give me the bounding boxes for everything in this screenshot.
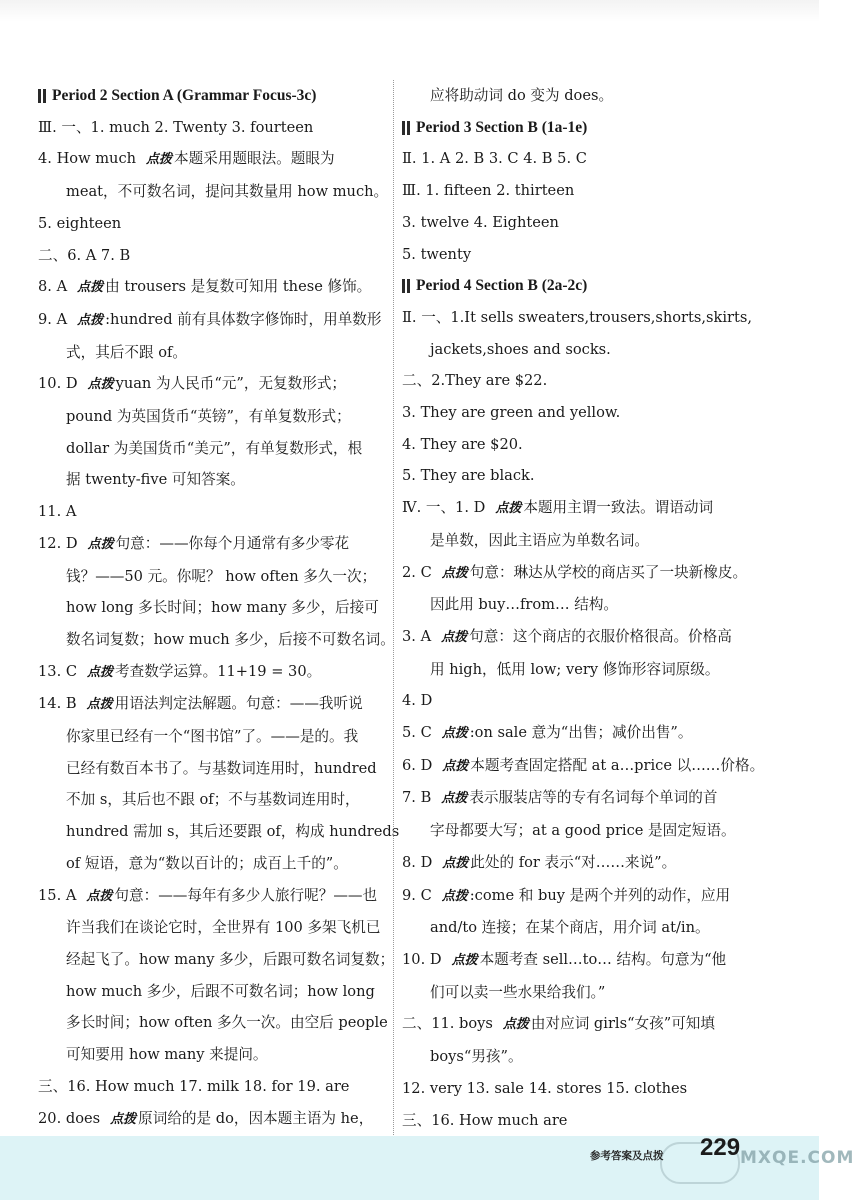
- answer-line: 字母都要大写；at a good price 是固定短语。: [430, 822, 736, 840]
- tip-label: 点拨: [110, 1111, 137, 1127]
- answer-line: 5. twenty: [402, 245, 472, 263]
- section-header-period-2: [38, 80, 386, 112]
- answer-line: 2. C 点拨 句意：琳达从学校的商店买了一块新橡皮。: [402, 563, 748, 581]
- answer-line: 二、2.They are $22.: [402, 372, 548, 390]
- section-title: Period 2 Section A (Grammar Focus-3c): [52, 87, 317, 104]
- answer-line: of 短语，意为“数以百计的；成百上千的”。: [66, 854, 348, 872]
- header-marker-icon: [407, 121, 410, 135]
- answer-line: 12. D 点拨 句意：——你每个月通常有多少零花: [38, 534, 350, 552]
- header-marker-icon: [402, 121, 405, 135]
- section-title: Period 3 Section B (1a-1e): [416, 118, 588, 136]
- answer-line: 20. does 点拨 原词给的是 do，因本题主语为 he，: [38, 1109, 374, 1127]
- answer-line: 4. They are $20.: [402, 435, 523, 453]
- answer-line: 9. C 点拨 :come 和 buy 是两个并列的动作，应用: [402, 886, 731, 904]
- answer-line: Ⅲ. 一、1. much 2. Twenty 3. fourteen: [38, 118, 314, 136]
- scan-shadow: [0, 0, 819, 22]
- header-marker-icon: [407, 279, 410, 293]
- section-header-period-4: [402, 270, 762, 302]
- answer-line: 5. C 点拨 :on sale 意为“出售；减价出售”。: [402, 724, 693, 742]
- answer-line: 们可以卖一些水果给我们。”: [430, 983, 606, 1001]
- answer-line: 三、16. How much 17. milk 18. for 19. are: [38, 1077, 350, 1095]
- answer-line: Ⅲ. 1. fifteen 2. thirteen: [402, 182, 575, 200]
- answer-line: 据 twenty-five 可知答案。: [66, 471, 245, 489]
- answer-line: 3. A 点拨 句意：这个商店的衣服价格很高。价格高: [402, 627, 732, 645]
- answer-line: 7. B 点拨 表示服装店等的专有名词每个单词的首: [402, 789, 718, 807]
- answer-line: 4. How much 点拨 本题采用题眼法。题眼为: [38, 150, 335, 168]
- answer-line: 三、16. How much are: [402, 1111, 568, 1129]
- answer-line: 式，其后不跟 of。: [66, 343, 187, 361]
- answer-line: 多长时间；how often 多久一次。由空后 people: [66, 1014, 388, 1032]
- answer-line: how long 多长时间；how many 多少，后接可: [66, 599, 379, 617]
- answer-line: dollar 为美国货币“美元”，有单复数形式，根: [66, 439, 363, 457]
- answer-line: Ⅱ. 一、1.It sells sweaters,trousers,shorts,skirts,: [402, 308, 752, 326]
- answer-line: 10. D 点拨 yuan 为人民币“元”，无复数形式；: [38, 375, 347, 393]
- answer-line: 二、11. boys 点拨 由对应词 girls“女孩”可知填: [402, 1015, 715, 1033]
- answer-line: 已经有数百本书了。与基数词连用时，hundred: [66, 759, 377, 777]
- column-divider: [393, 80, 394, 1135]
- answer-line: 经起飞了。how many 多少，后跟可数名词复数；: [66, 950, 395, 968]
- answer-line: hundred 需加 s，其后还要跟 of，构成 hundreds: [66, 823, 400, 841]
- answer-line: 不加 s，其后也不跟 of；不与基数词连用时，: [66, 791, 360, 809]
- answer-line: 5. They are black.: [402, 467, 535, 485]
- answer-line: Ⅱ. 1. A 2. B 3. C 4. B 5. C: [402, 150, 587, 168]
- tip-label: 点拨: [86, 888, 113, 904]
- answer-line: 13. C 点拨 考查数学运算。11+19 = 30。: [38, 662, 322, 680]
- footer-label: 参考答案及点拨: [590, 1150, 664, 1162]
- right-column: [402, 80, 765, 1136]
- answer-line: 6. D 点拨 本题考查固定搭配 at a…price 以……价格。: [402, 756, 765, 774]
- tip-label: 点拨: [441, 726, 468, 742]
- answer-line: 10. D 点拨 本题考查 sell…to… 结构。句意为“他: [402, 950, 727, 968]
- answer-line: 许当我们在谈论它时，全世界有 100 多架飞机已: [66, 919, 381, 937]
- watermark: MXQE.COM: [740, 1148, 854, 1168]
- page-number: 229: [700, 1134, 741, 1161]
- answer-line: boys“男孩”。: [430, 1048, 523, 1066]
- answer-line: 因此用 buy…from… 结构。: [430, 596, 619, 614]
- answer-line: 可知要用 how many 来提问。: [66, 1046, 268, 1064]
- header-marker-icon: [43, 89, 46, 103]
- answer-line: 11. A: [38, 503, 77, 521]
- tip-label: 点拨: [87, 377, 114, 393]
- answer-line: 5. eighteen: [38, 214, 122, 232]
- answer-line: 数名词复数；how much 多少，后接不可数名词。: [66, 630, 395, 648]
- tip-label: 点拨: [86, 697, 113, 713]
- answer-line: 12. very 13. sale 14. stores 15. clothes: [402, 1079, 688, 1097]
- answer-line: 应将助动词 do 变为 does。: [430, 87, 614, 104]
- answer-line: 14. B 点拨 用语法判定法解题。句意：——我听说: [38, 695, 363, 713]
- tip-label: 点拨: [441, 791, 468, 807]
- tip-label: 点拨: [442, 758, 469, 774]
- tip-label: 点拨: [146, 152, 173, 168]
- answer-line: Ⅳ. 一、1. D 点拨 本题用主谓一致法。谓语动词: [402, 499, 714, 517]
- answer-line: 用 high，低用 low; very 修饰形容词原级。: [430, 660, 720, 678]
- section-title: Period 4 Section B (2a-2c): [416, 277, 588, 295]
- header-marker-icon: [38, 89, 41, 103]
- answer-line: jackets,shoes and socks.: [430, 340, 611, 358]
- left-column: [38, 80, 400, 1135]
- answer-line: 是单数，因此主语应为单数名词。: [430, 531, 649, 549]
- tip-label: 点拨: [502, 1017, 529, 1033]
- answer-line: 3. twelve 4. Eighteen: [402, 213, 559, 231]
- tip-label: 点拨: [441, 629, 468, 645]
- tip-label: 点拨: [495, 501, 522, 517]
- tip-label: 点拨: [451, 952, 478, 968]
- answer-line: pound 为英国货币“英镑”，有单复数形式；: [66, 408, 351, 426]
- answer-line: 二、6. A 7. B: [38, 246, 131, 264]
- answer-line: 9. A 点拨 :hundred 前有具体数字修饰时，用单数形: [38, 310, 382, 328]
- answer-line: and/to 连接；在某个商店，用介词 at/in。: [430, 919, 710, 937]
- tip-label: 点拨: [441, 565, 468, 581]
- answer-line: 15. A 点拨 句意：——每年有多少人旅行呢？——也: [38, 886, 378, 904]
- answer-line: 8. D 点拨 此处的 for 表示“对……来说”。: [402, 853, 677, 871]
- answer-line: 3. They are green and yellow.: [402, 404, 621, 422]
- answer-line: 钱？——50 元。你呢？ how often 多久一次；: [66, 567, 377, 585]
- tip-label: 点拨: [77, 312, 104, 328]
- tip-label: 点拨: [87, 536, 114, 552]
- tip-label: 点拨: [441, 888, 468, 904]
- tip-label: 点拨: [442, 855, 469, 871]
- header-marker-icon: [402, 279, 405, 293]
- answer-line: 8. A 点拨 由 trousers 是复数可知用 these 修饰。: [38, 278, 372, 296]
- section-header-period-3: [402, 112, 762, 144]
- answer-line: meat，不可数名词，提问其数量用 how much。: [66, 183, 389, 201]
- answer-line: how much 多少，后跟不可数名词；how long: [66, 982, 375, 1000]
- answer-line: 你家里已经有一个“图书馆”了。——是的。我: [66, 728, 359, 746]
- tip-label: 点拨: [77, 280, 104, 296]
- answer-line: 4. D: [402, 692, 433, 710]
- tip-label: 点拨: [87, 664, 114, 680]
